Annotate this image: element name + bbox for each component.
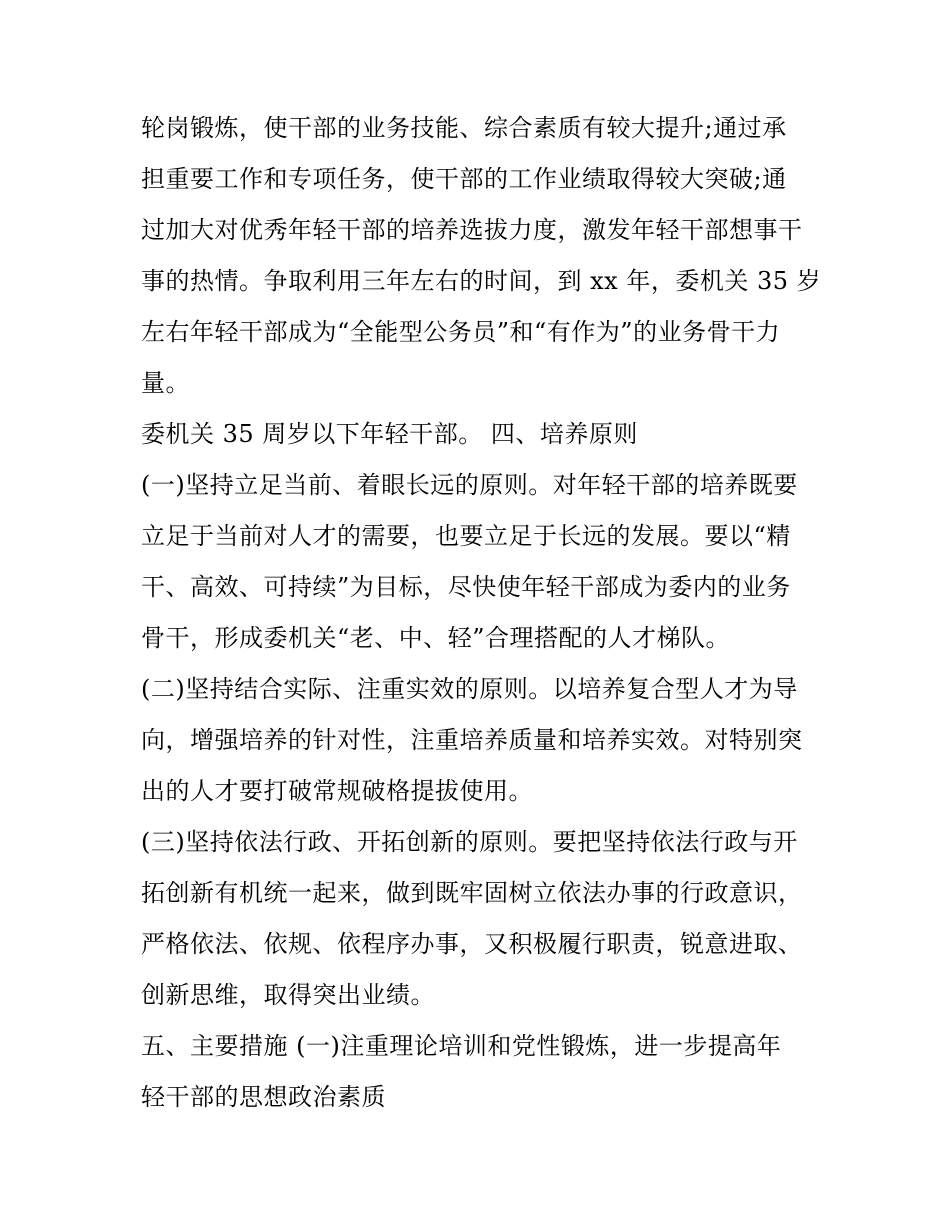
text-line: 出的人才要打破常规破格提拔使用。 [141, 777, 533, 805]
text-line: 量。 [141, 369, 190, 397]
text-line: 五、主要措施 (一)注重理论培训和党性锻炼，进一步提高年 [141, 1032, 782, 1060]
text-line: 干、高效、可持续”为目标，尽快使年轻干部成为委内的业务 [141, 573, 791, 601]
text-line: 委机关 35 周岁以下年轻干部。 四、培养原则 [141, 420, 638, 448]
text-line: 创新思维，取得突出业绩。 [141, 981, 435, 1009]
text-line: 骨干，形成委机关“老、中、轻”合理搭配的人才梯队。 [141, 624, 731, 652]
text-line: 严格依法、依规、依程序办事，又积极履行职责，锐意进取、 [141, 930, 803, 958]
text-line: 立足于当前对人才的需要，也要立足于长远的发展。要以“精 [141, 522, 791, 550]
text-line: 轻干部的思想政治素质 [141, 1083, 386, 1111]
text-line: 向，增强培养的针对性，注重培养质量和培养实效。对特别突 [141, 726, 803, 754]
text-line: (二)坚持结合实际、注重实效的原则。以培养复合型人才为导 [141, 675, 798, 703]
text-line: 过加大对优秀年轻干部的培养选拔力度，激发年轻干部想事干 [141, 216, 803, 244]
text-line: 左右年轻干部成为“全能型公务员”和“有作为”的业务骨干力 [141, 318, 781, 346]
text-line: (三)坚持依法行政、开拓创新的原则。要把坚持依法行政与开 [141, 828, 798, 856]
text-line: 担重要工作和专项任务，使干部的工作业绩取得较大突破;通 [141, 165, 787, 193]
text-line: 轮岗锻炼，使干部的业务技能、综合素质有较大提升;通过承 [141, 114, 787, 142]
text-line: 事的热情。争取利用三年左右的时间，到 xx 年，委机关 35 岁 [141, 267, 822, 295]
text-line: 拓创新有机统一起来，做到既牢固树立依法办事的行政意识， [141, 879, 803, 907]
text-line: (一)坚持立足当前、着眼长远的原则。对年轻干部的培养既要 [141, 471, 798, 499]
